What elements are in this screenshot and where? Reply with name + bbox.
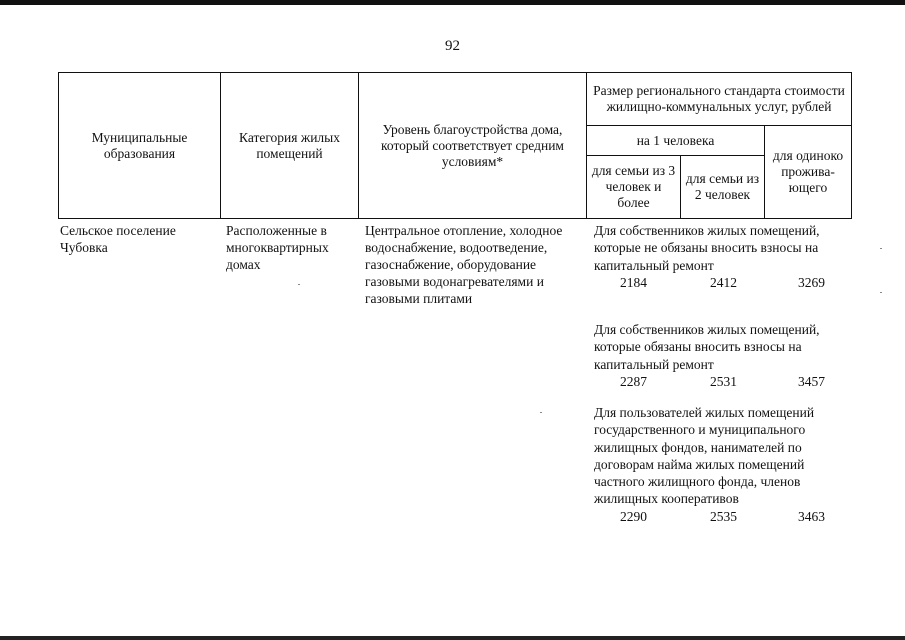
- group-values-row: [594, 508, 856, 525]
- header-category: Категория жилых помещений: [221, 73, 359, 219]
- header-table: [58, 72, 852, 219]
- header-family-2: для семьи из 2 человек: [681, 156, 765, 219]
- scan-speck: [540, 412, 542, 413]
- header-municipality: Муниципальные образования: [59, 73, 221, 219]
- value-single: 3269: [798, 274, 825, 290]
- value-family-2: 2535: [710, 508, 737, 524]
- value-family-3: 2287: [620, 373, 647, 389]
- header-amenities: Уровень благоустройства дома, который соответствует средним условиям*: [359, 73, 587, 219]
- page-number: 92: [445, 38, 460, 54]
- row-amenities: Центральное отопление, холодное водоснабжение, водоотведение, газоснабжение, оборудование газовыми водонагревателями и газовыми плитами: [365, 223, 563, 306]
- scan-speck: [298, 284, 300, 285]
- scan-bottom-border: [0, 636, 905, 640]
- group-description: Для пользователей жилых помещений государственного и муниципального жилищных фондов, нанимателей по договорам найма жилых помещений частного жилищного фонда, членов жилищных кооперативов: [594, 405, 815, 507]
- value-family-2: 2412: [710, 274, 737, 290]
- tenant-group: [594, 404, 856, 525]
- header-standard: Размер регионального стандарта стоимости жилищно-коммунальных услуг, рублей: [587, 73, 852, 126]
- value-family-3: 2184: [620, 274, 647, 290]
- group-values-row: [594, 373, 856, 390]
- scan-speck: [880, 292, 882, 293]
- owner-group-no-repair-fee: [594, 222, 856, 291]
- value-family-2: 2531: [710, 373, 737, 389]
- group-values-row: [594, 274, 856, 291]
- group-description: Для собственников жилых помещений, которые не обязаны вносить взносы на капитальный ремонт: [594, 223, 820, 273]
- group-description: Для собственников жилых помещений, которые обязаны вносить взносы на капитальный ремонт: [594, 322, 820, 372]
- value-family-3: 2290: [620, 508, 647, 524]
- row-category: Расположенные в многоквартирных домах: [226, 223, 329, 272]
- scan-speck: [880, 248, 882, 249]
- scan-top-border: [0, 0, 905, 5]
- row-municipality: Сельское поселение Чубовка: [60, 223, 176, 255]
- value-single: 3463: [798, 508, 825, 524]
- header-family-3: для семьи из 3 человек и более: [587, 156, 681, 219]
- value-single: 3457: [798, 373, 825, 389]
- header-per-person: на 1 человека: [587, 126, 765, 156]
- owner-group-repair-fee: [594, 321, 856, 390]
- header-single: для одиноко прожива-ющего: [765, 126, 852, 219]
